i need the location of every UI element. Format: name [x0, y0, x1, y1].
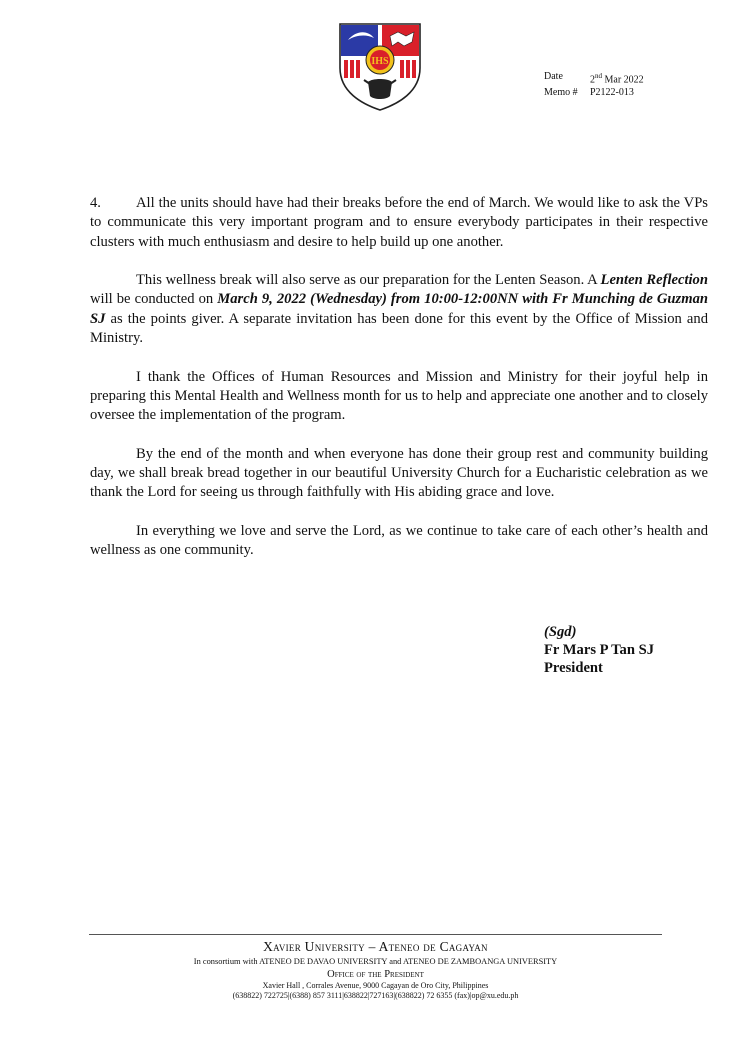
signature-block: [544, 623, 654, 677]
office-contacts: (638822) 722725|(6388) 857 3111|638822|727163|(638822) 72 6355 (fax)|op@xu.edu.ph: [232, 991, 519, 1000]
crest-shield-icon: [338, 22, 422, 112]
paragraph-number: 4.: [90, 195, 101, 211]
consortium-note: In consortium with ATENEO DE DAVAO UNIVERSITY and ATENEO DE ZAMBOANGA UNIVERSITY: [193, 957, 558, 966]
paragraph-thanks: I thank the Offices of Human Resources and Mission and Ministry for their joyful help in preparing this Mental Health and Wellness month for us to help and appreciate one another and to closely oversee the implementation of the program.: [90, 368, 708, 424]
university-name: Xavier University – Ateneo de Cagayan: [263, 939, 488, 954]
paragraph-eucharist: By the end of the month and when everyone has done their group rest and community building day, we shall break bread together in our beautiful University Church for a Eucharistic celebration as we thank the Lord for seeing us through faithfully with His abiding grace and love.: [90, 445, 708, 501]
memo-value: P2122-013: [590, 87, 634, 99]
signatory-name: Fr Mars P Tan SJ: [544, 642, 655, 658]
paragraph-4: 4. All the units should have had their breaks before the end of March. We would like to ask the VPs to communicate this very important program and to ensure everybody participates in their respective clusters with much enthusiasm and desire to help build up one another.: [90, 195, 708, 250]
date-value: 2nd Mar 2022: [590, 72, 644, 86]
memo-body: [90, 194, 708, 580]
paragraph-closing: In everything we love and serve the Lord, as we continue to take care of each other’s health and wellness as one community.: [90, 523, 708, 559]
office-name: Office of the President: [327, 969, 424, 980]
memo-meta: [544, 70, 644, 99]
signatory-title: President: [544, 660, 603, 676]
university-crest: [338, 22, 422, 112]
memo-row: [544, 86, 644, 99]
letterhead-footer: [89, 938, 662, 1001]
footer-divider: [89, 934, 662, 935]
event-schedule-emphasis: March 9, 2022 (Wednesday) from 10:00-12:00NN with Fr Munching de Guzman SJ: [90, 291, 708, 327]
lenten-reflection-emphasis: Lenten Reflection: [600, 272, 708, 289]
svg-text:IHS: IHS: [371, 56, 389, 67]
paragraph-lenten: This wellness break will also serve as our preparation for the Lenten Season. A Lenten Reflection will be conducted on March 9, 2022 (Wednesday) from 10:00-12:00NN with Fr Munching de Guzman SJ as the points giver. A separate invitation has been done for this event by the Office of Mission and Ministry.: [90, 272, 708, 347]
date-label: Date: [544, 71, 563, 82]
office-address: Xavier Hall , Corrales Avenue, 9000 Cagayan de Oro City, Philippines: [262, 981, 489, 990]
memo-label: Memo #: [544, 87, 578, 99]
signed-mark: (Sgd): [544, 624, 577, 640]
date-row: [544, 70, 644, 86]
